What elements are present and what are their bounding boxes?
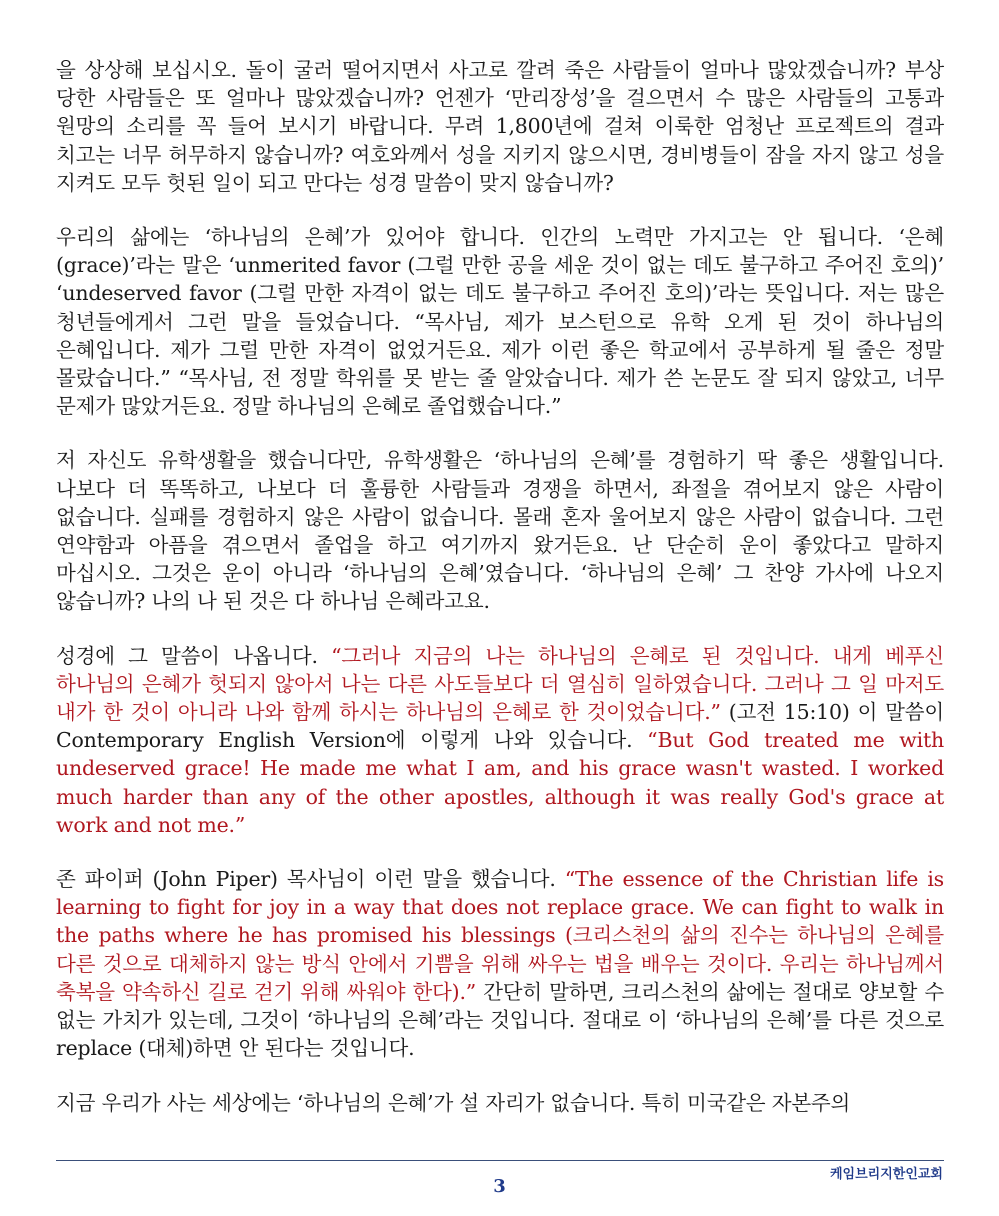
paragraph <box>56 1089 944 1117</box>
scripture-quote: “But God treated me with undeserved grace! He made me what I am, and his grace wasn't wasted. I worked much harder than any of the other apostles, although it was really God's grace at work and not me.” <box>56 728 945 837</box>
church-name: 케임브리지한인교회 <box>829 1167 943 1182</box>
paragraph <box>56 642 944 839</box>
paragraph <box>56 56 944 197</box>
paragraph-text: 을 상상해 보십시오. 돌이 굴러 떨어지면서 사고로 깔려 죽은 사람들이 얼마나 많았겠습니까? 부상 당한 사람들은 또 얼마나 많았겠습니까? 언젠가 ‘만리장성’을 걸으면서 수 많은 사람들의 고통과 원망의 소리를 꼭 들어 보시기 바랍니다. 무려 1,800년에 걸쳐 이룩한 엄청난 프로젝트의 결과 치고는 너무 허무하지 않습니까? 여호와께서 성을 지키지 않으시면, 경비병들이 잠을 자지 않고 성을 지켜도 모두 헛된 일이 되고 만다는 성경 말씀이 맞지 않습니까? <box>56 58 944 195</box>
footer-divider <box>56 1160 944 1161</box>
paragraph-text: 우리의 삶에는 ‘하나님의 은혜’가 있어야 합니다. 인간의 노력만 가지고는 안 됩니다. ‘은혜(grace)’라는 말은 ‘unmerited favor (그럴 만한 공을 세운 것이 없는 데도 불구하고 주어진 호의)’ ‘undeserved favor (그럴 만한 자격이 없는 데도 불구하고 주어진 호의)’라는 뜻입니다. 저는 많은 청년들에게서 그런 말을 들었습니다. “목사님, 제가 보스턴으로 유학 오게 된 것이 하나님의 은혜입니다. 제가 그럴 만한 자격이 없었거든요. 제가 이런 좋은 학교에서 공부하게 될 줄은 정말 몰랐습니다.” “목사님, 전 정말 학위를 못 받는 줄 알았습니다. 제가 쓴 논문도 잘 되지 않았고, 너무 문제가 많았거든요. 정말 하나님의 은혜로 졸업했습니다.” <box>56 225 944 419</box>
paragraph-text: 간단히 말하면, 크리스천의 삶에는 절대로 양보할 수 없는 가치가 있는데, 그것이 ‘하나님의 은혜’라는 것입니다. 절대로 이 ‘하나님의 은혜’를 다른 것으로 replace (대체)하면 안 된다는 것입니다. <box>56 979 944 1061</box>
paragraph-text: (고전 15:10) 이 말씀이 Contemporary English Version에 이렇게 나와 있습니다. <box>56 700 944 753</box>
paragraph-text: 성경에 그 말씀이 나옵니다. <box>56 643 332 668</box>
document-body <box>56 56 944 1143</box>
scripture-quote: “The essence of the Christian life is learning to fight for joy in a way that does not replace grace. We can fight to walk in the paths where he has promised his blessings (크리스천의 삶의 진수는 하나님의 은혜를 다른 것으로 대체하지 않는 방식 안에서 기쁨을 위해 싸우는 법을 배우는 것이다. 우리는 하나님께서 축복을 약속하신 길로 걷기 위해 싸워야 한다).” <box>56 867 944 1004</box>
paragraph-text: 존 파이퍼 (John Piper) 목사님이 이런 말을 했습니다. <box>56 867 565 892</box>
scripture-quote: “그러나 지금의 나는 하나님의 은혜로 된 것입니다. 내게 베푸신 하나님의 은혜가 헛되지 않아서 나는 다른 사도들보다 더 열심히 일하였습니다. 그러나 그 일 마저도 내가 한 것이 아니라 나와 함께 하시는 하나님의 은혜로 한 것이었습니다.” <box>56 643 944 725</box>
paragraph <box>56 865 944 1062</box>
page-number: 3 <box>493 1176 506 1197</box>
paragraph-text: 지금 우리가 사는 세상에는 ‘하나님의 은혜’가 설 자리가 없습니다. 특히 미국같은 자본주의 <box>56 1090 851 1115</box>
paragraph <box>56 223 944 420</box>
paragraph <box>56 446 944 615</box>
paragraph-text: 저 자신도 유학생활을 했습니다만, 유학생활은 ‘하나님의 은혜’를 경험하기 딱 좋은 생활입니다. 나보다 더 똑똑하고, 나보다 더 훌륭한 사람들과 경쟁을 하면서, 좌절을 겪어보지 않은 사람이 없습니다. 실패를 경험하지 않은 사람이 없습니다. 몰래 혼자 울어보지 않은 사람이 없습니다. 그런 연약함과 아픔을 겪으면서 졸업을 하고 여기까지 왔거든요. 난 단순히 운이 좋았다고 말하지 마십시오. 그것은 운이 아니라 ‘하나님의 은혜’였습니다. ‘하나님의 은혜’ 그 찬양 가사에 나오지 않습니까? 나의 나 된 것은 다 하나님 은혜라고요. <box>56 448 944 614</box>
